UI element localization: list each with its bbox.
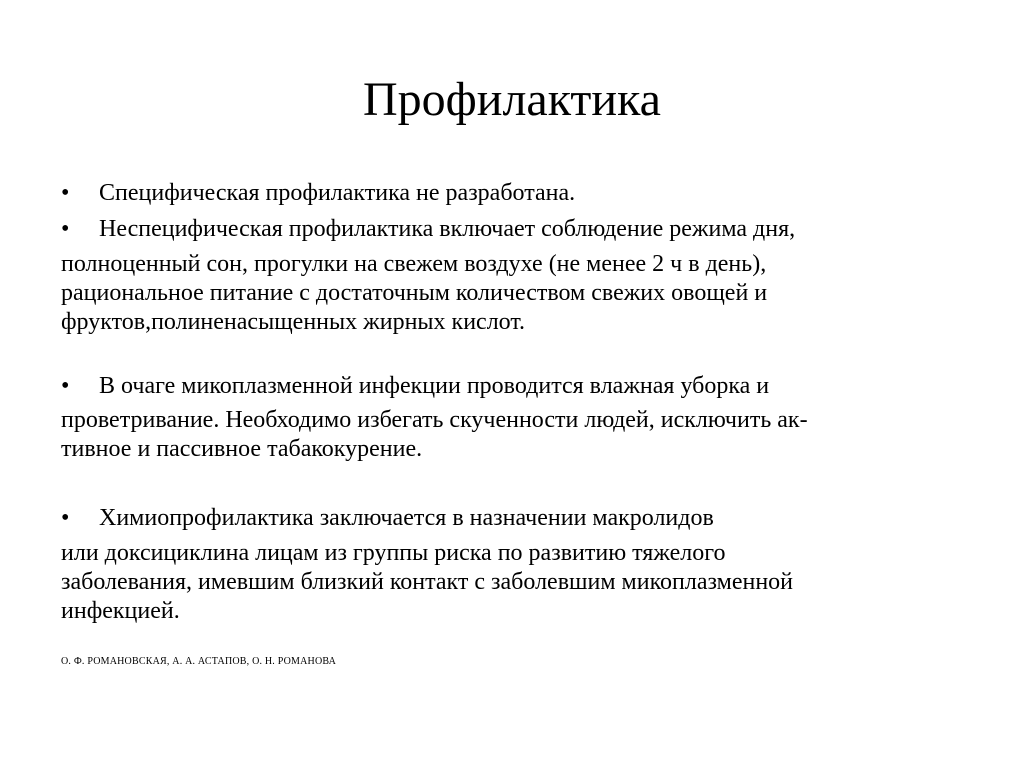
paragraph-line: фруктов,полиненасыщенных жирных кислот.: [61, 309, 526, 335]
bullet-item-4-text: Химиопрофилактика заключается в назначении макролидов: [99, 505, 714, 531]
bullet-icon: •: [61, 373, 70, 399]
paragraph-line: заболевания, имевшим близкий контакт с заболевшим микоплазменной: [61, 569, 793, 595]
paragraph-line: инфекцией.: [61, 598, 180, 624]
paragraph-line: проветривание. Необходимо избегать скученности людей, исключить ак-: [61, 407, 808, 433]
authors-footer: О. Ф. РОМАНОВСКАЯ, А. А. АСТАПОВ, О. Н. РОМАНОВА: [61, 656, 337, 667]
paragraph-line: полноценный сон, прогулки на свежем воздухе (не менее 2 ч в день),: [61, 251, 767, 277]
paragraph-line: или доксициклина лицам из группы риска по развитию тяжелого: [61, 540, 726, 566]
bullet-item-2-continuation: [61, 250, 767, 337]
bullet-item-1: [61, 178, 575, 208]
bullet-item-4: [61, 503, 714, 533]
bullet-item-3-continuation: [61, 406, 808, 464]
paragraph-line: тивное и пассивное табакокурение.: [61, 436, 423, 462]
bullet-item-4-continuation: [61, 539, 793, 626]
bullet-item-3-text: В очаге микоплазменной инфекции проводится влажная уборка и: [99, 373, 770, 399]
bullet-item-2: [61, 214, 795, 244]
bullet-icon: •: [61, 180, 70, 206]
bullet-item-1-text: Специфическая профилактика не разработана.: [99, 180, 576, 206]
bullet-icon: •: [61, 505, 70, 531]
paragraph-line: рациональное питание с достаточным количеством свежих овощей и: [61, 280, 768, 306]
slide-title: Профилактика: [363, 73, 661, 126]
bullet-item-3: [61, 371, 769, 401]
bullet-item-2-text: Неспецифическая профилактика включает соблюдение режима дня,: [99, 216, 796, 242]
bullet-icon: •: [61, 216, 70, 242]
